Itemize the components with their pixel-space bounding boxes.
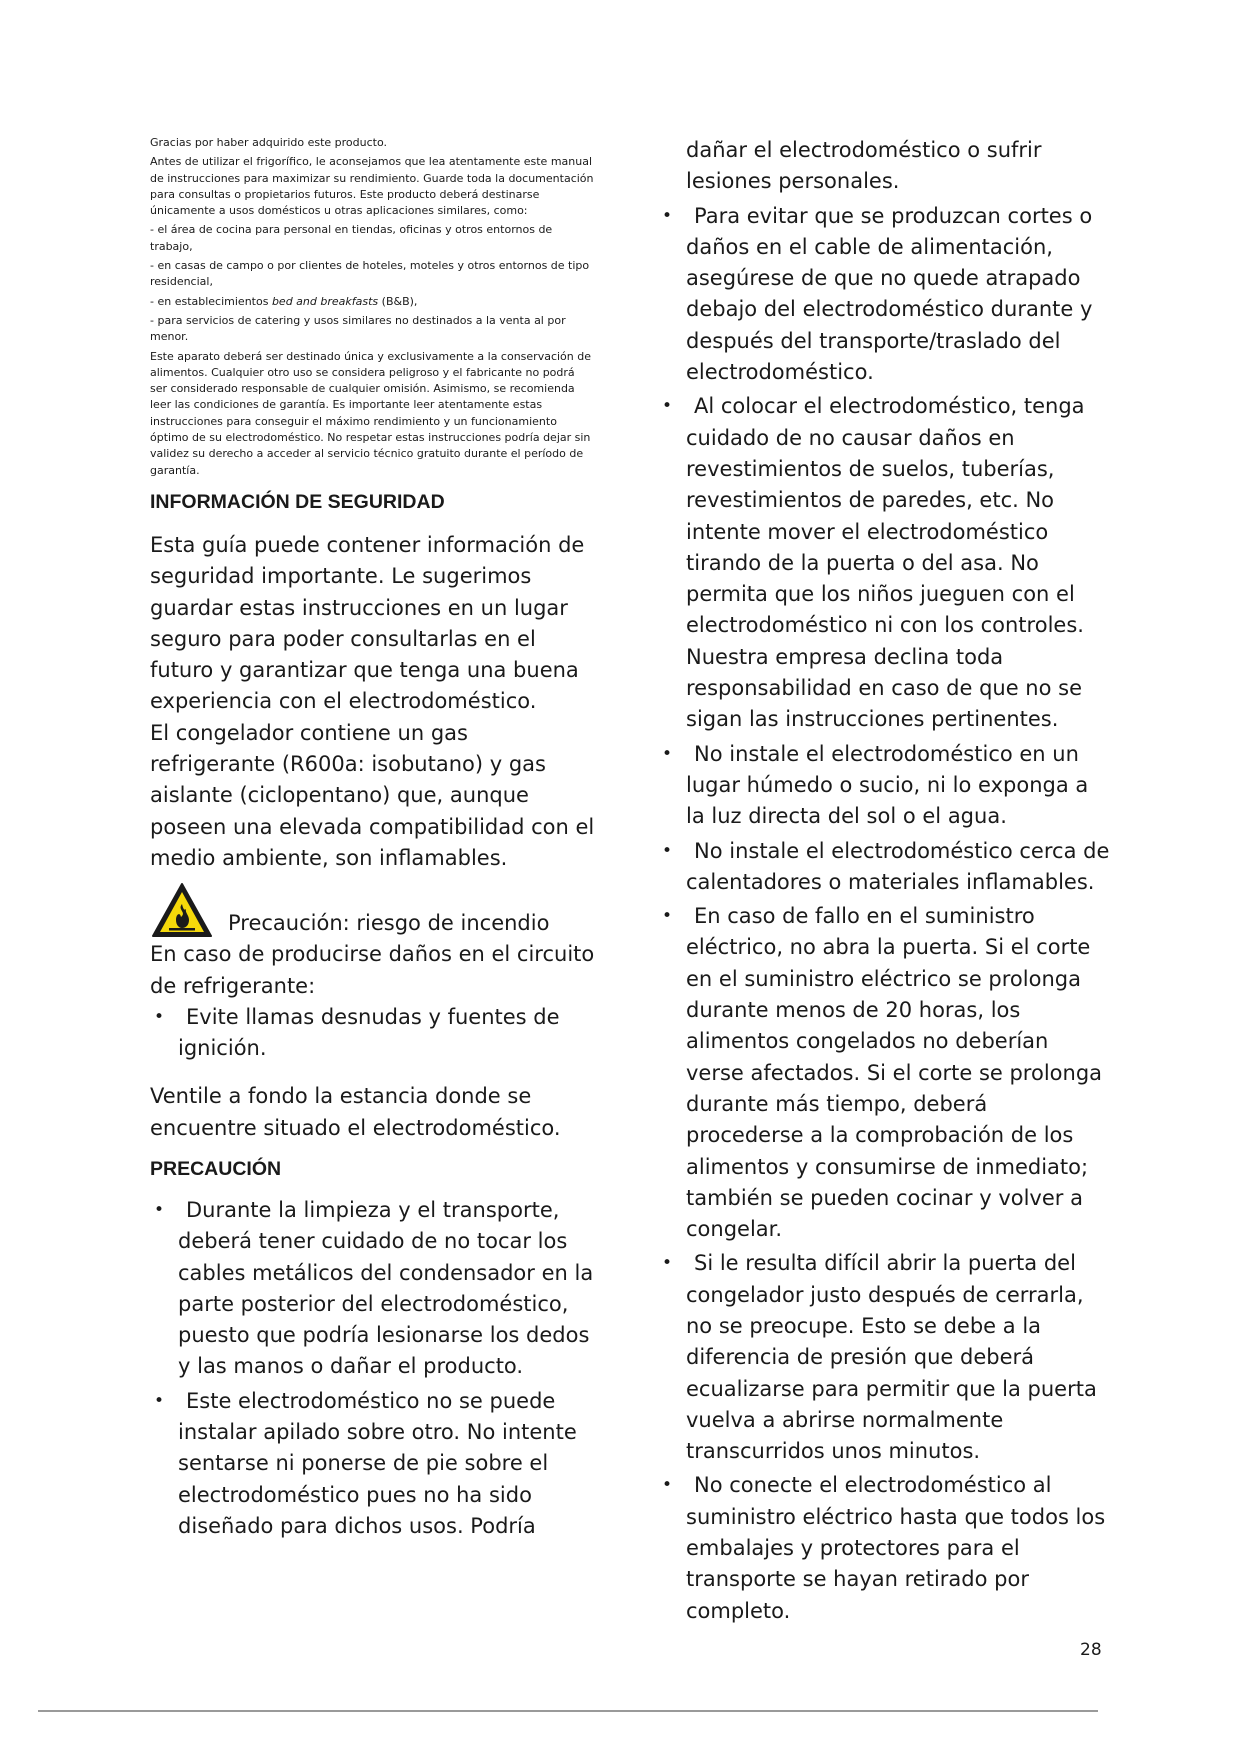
ventilate-paragraph: Ventile a fondo la estancia donde se encuentre situado el electrodoméstico.	[150, 1084, 561, 1140]
list-item: • Durante la limpieza y el transporte, deberá tener cuidado de no tocar los cables metálicos del condensador en la parte posterior del electrodoméstico, puesto que podría lesionarse los dedos y las manos o dañar el producto.	[154, 1197, 594, 1379]
fire-warning	[150, 881, 595, 939]
caution-heading: PRECAUCIÓN	[150, 1157, 282, 1180]
list-item: • Para evitar que se produzcan cortes o daños en el cable de alimentación, asegúrese de que no quede atrapado debajo del electrodoméstico durante y después del transporte/traslado del electrodoméstico.	[662, 203, 1093, 385]
right-bullet-list	[658, 201, 1110, 1627]
list-item: • Al colocar el electrodoméstico, tenga cuidado de no causar daños en revestimientos de suelos, tuberías, revestimientos de paredes, etc. No intente mover el electrodoméstico tirando de la puerta o del asa. No permita que los niños jueguen con el electrodoméstico ni con los controles. Nuestra empresa declina toda responsabilidad en caso de que no se sigan las instrucciones pertinentes.	[662, 394, 1085, 732]
list-item: • No instale el electrodoméstico en un lugar húmedo o sucio, ni lo exponga a la luz directa del sol o el agua.	[662, 741, 1089, 829]
flame-bullet-list	[150, 1002, 595, 1065]
page-number: 28	[1080, 1640, 1102, 1660]
intro-list-item: - en casas de campo o por clientes de hoteles, moteles y otros entornos de tipo residencial,	[150, 259, 590, 289]
footer-divider	[38, 1710, 1098, 1712]
continuation-text: dañar el electrodoméstico o sufrir lesiones personales.	[686, 138, 1042, 194]
safety-paragraph: Esta guía puede contener información de seguridad importante. Le sugerimos guardar estas instrucciones en un lugar seguro para poder consultarlas en el futuro y garantizar que tenga una buena experiencia con el electrodoméstico.	[150, 532, 585, 714]
list-item: • Evite llamas desnudas y fuentes de ignición.	[154, 1004, 560, 1061]
fire-warning-label: Precaución: riesgo de incendio	[228, 910, 550, 935]
intro-list-item: - en establecimientos bed and breakfasts (B&B),	[150, 294, 418, 308]
list-item: • En caso de fallo en el suministro eléctrico, no abra la puerta. Si el corte en el suministro eléctrico se prolonga durante menos de 20 horas, los alimentos congelados no deberían verse afectados. Si el corte se prolonga durante más tiempo, deberá procederse a la comprobación de los alimentos y consumirse de inmediato; también se pueden cocinar y volver a congelar.	[662, 904, 1103, 1242]
list-item: • Si le resulta difícil abrir la puerta del congelador justo después de cerrarla, no se preocupe. Esto se debe a la diferencia de presión que deberá ecualizarse para permitir que la puerta vuelva a abrirse normalmente transcurridos unos minutos.	[662, 1251, 1097, 1464]
refrigerant-damage-text: En caso de producirse daños en el circuito de refrigerante:	[150, 942, 595, 998]
flammable-warning-icon	[150, 881, 214, 939]
intro-list-item: - para servicios de catering y usos similares no destinados a la venta al por menor.	[150, 313, 566, 344]
intro-thanks: Gracias por haber adquirido este producto.	[150, 136, 388, 149]
left-column	[150, 135, 595, 1545]
intro-paragraph: Este aparato deberá ser destinado única y exclusivamente a la conservación de alimentos. Cualquier otro uso se considera peligroso y el fabricante no podrá ser considerado responsable de cualquier omisión. Asimismo, se recomienda leer las condiciones de garantía. Es importante leer atentamente estas instrucciones para conseguir el máximo rendimiento y un funcionamiento óptimo de su electrodoméstico. No respetar estas instrucciones podría dejar sin validez su derecho a acceder al servicio técnico gratuito durante el período de garantía.	[150, 349, 592, 477]
right-column	[658, 135, 1110, 1630]
refrigerant-paragraph: El congelador contiene un gas refrigerante (R600a: isobutano) y gas aislante (ciclopentano) que, aunque poseen una elevada compatibilidad con el medio ambiente, son inflamables.	[150, 720, 595, 870]
caution-bullet-list	[150, 1195, 595, 1542]
intro-list-item: - el área de cocina para personal en tiendas, oficinas y otros entornos de trabajo,	[150, 223, 553, 253]
list-item: • No conecte el electrodoméstico al suministro eléctrico hasta que todos los embalajes y protectores para el transporte se hayan retirado por completo.	[662, 1473, 1106, 1623]
safety-heading: INFORMACIÓN DE SEGURIDAD	[150, 490, 445, 513]
list-item: • No instale el electrodoméstico cerca de calentadores o materiales inflamables.	[662, 838, 1110, 894]
list-item: • Este electrodoméstico no se puede instalar apilado sobre otro. No intente sentarse ni ponerse de pie sobre el electrodoméstico pues no ha sido diseñado para dichos usos. Podría	[154, 1388, 577, 1538]
intro-paragraph: Antes de utilizar el frigorífico, le aconsejamos que lea atentamente este manual de instrucciones para maximizar su rendimiento. Guarde toda la documentación para consultas o propietarios futuros. Este producto deberá destinarse únicamente a usos domésticos u otras aplicaciones similares, como:	[150, 155, 594, 218]
